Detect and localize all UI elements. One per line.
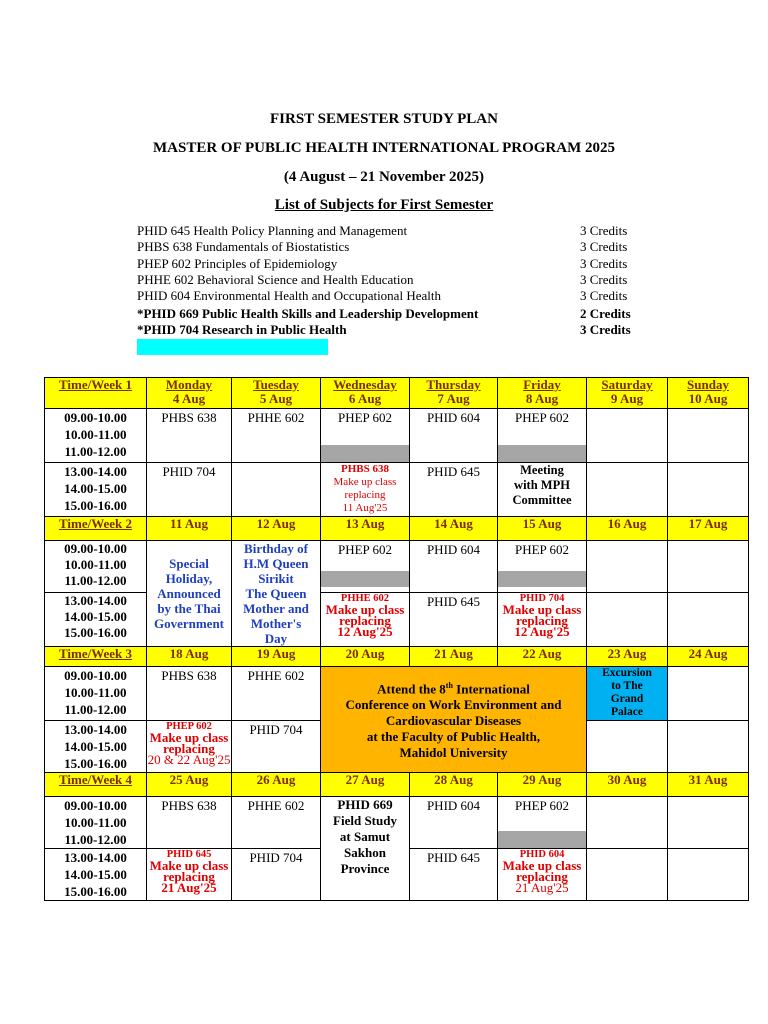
empty-cell xyxy=(668,721,749,773)
class-cell: PHID 604 xyxy=(410,409,498,463)
class-cell: PHHE 602 xyxy=(232,667,321,721)
blocked-slot xyxy=(321,571,409,587)
date-header: 26 Aug xyxy=(232,773,321,797)
empty-cell xyxy=(587,592,668,646)
date-header: 20 Aug xyxy=(321,647,410,667)
empty-cell xyxy=(668,797,749,849)
week-label: Time/Week 4 xyxy=(45,773,147,797)
class-cell: PHBS 638 xyxy=(147,667,232,721)
subject-credits: 3 Credits xyxy=(580,239,628,254)
class-cell: PHEP 602 xyxy=(498,797,587,849)
empty-cell xyxy=(232,463,321,517)
empty-cell xyxy=(668,463,749,517)
class-cell: PHEP 602 xyxy=(498,409,587,463)
day-header: Friday 8 Aug xyxy=(498,378,587,409)
program-title: MASTER OF PUBLIC HEALTH INTERNATIONAL PROGRAM 2025 xyxy=(153,140,615,156)
week-label: Time/Week 3 xyxy=(45,647,147,667)
date-header: 25 Aug xyxy=(147,773,232,797)
date-range: (4 August – 21 November 2025) xyxy=(283,169,485,185)
time-slots-am: 09.00-10.00 10.00-11.00 11.00-12.00 xyxy=(45,541,147,593)
time-slots-pm: 13.00-14.00 14.00-15.00 15.00-16.00 xyxy=(45,721,147,773)
date-header: 19 Aug xyxy=(232,647,321,667)
time-slots-am: 09.00-10.00 10.00-11.00 11.00-12.00 xyxy=(45,797,147,849)
makeup-cell: PHID 704 Make up class replacing 12 Aug'25 xyxy=(498,592,587,646)
table-row xyxy=(45,667,749,721)
empty-cell xyxy=(668,409,749,463)
empty-cell xyxy=(587,797,668,849)
date-header: 18 Aug xyxy=(147,647,232,667)
date-header: 27 Aug xyxy=(321,773,410,797)
date-header: 23 Aug xyxy=(587,647,668,667)
subjects-heading: List of Subjects for First Semester xyxy=(274,197,494,213)
date-header: 28 Aug xyxy=(410,773,498,797)
date-header: 14 Aug xyxy=(410,517,498,541)
makeup-cell: PHID 604 Make up class replacing 21 Aug'25 xyxy=(498,849,587,901)
subject-name: PHHE 602 Behavioral Science and Health Education xyxy=(137,272,414,287)
class-cell: PHEP 602 xyxy=(498,541,587,593)
date-header: 30 Aug xyxy=(587,773,668,797)
subject-name: *PHID 704 Research in Public Health xyxy=(137,322,347,337)
schedule-table xyxy=(44,377,749,901)
empty-cell xyxy=(668,592,749,646)
subject-name: PHBS 638 Fundamentals of Biostatistics xyxy=(137,239,350,254)
class-cell: PHID 704 xyxy=(232,849,321,901)
table-row xyxy=(45,797,749,849)
table-row xyxy=(45,463,749,517)
class-cell: PHBS 638 xyxy=(147,797,232,849)
class-cell: PHID 645 xyxy=(410,849,498,901)
week-label: Time/Week 2 xyxy=(45,517,147,541)
meeting-cell: Meeting with MPH Committee xyxy=(498,463,587,517)
empty-cell xyxy=(668,541,749,593)
subject-name: PHEP 602 Principles of Epidemiology xyxy=(137,256,338,271)
subject-credits: 3 Credits xyxy=(580,223,628,238)
empty-cell xyxy=(587,721,668,773)
conference-cell: Attend the 8th International Conference on Work Environment and Cardiovascular Diseases at the Faculty of Public Health, Mahidol University xyxy=(321,667,587,773)
class-cell: PHEP 602 xyxy=(321,409,410,463)
class-cell: PHEP 602 xyxy=(321,541,410,593)
day-header: Sunday 10 Aug xyxy=(668,378,749,409)
week-header xyxy=(45,378,749,409)
date-header: 29 Aug xyxy=(498,773,587,797)
date-header: 31 Aug xyxy=(668,773,749,797)
holiday-cell: Birthday of H.M Queen Sirikit The Queen Mother and Mother's Day xyxy=(232,541,321,647)
class-cell: PHHE 602 xyxy=(232,409,321,463)
field-study-cell: PHID 669 Field Study at Samut Sakhon Province xyxy=(321,797,410,901)
empty-cell xyxy=(587,463,668,517)
blocked-slot xyxy=(498,831,586,848)
subject-name: PHID 604 Environmental Health and Occupational Health xyxy=(137,288,441,303)
week-label: Time/Week 1 xyxy=(45,378,147,409)
makeup-cell: PHHE 602 Make up class replacing 12 Aug'25 xyxy=(321,592,410,646)
class-cell: PHHE 602 xyxy=(232,797,321,849)
day-header: Saturday 9 Aug xyxy=(587,378,668,409)
week-header xyxy=(45,517,749,541)
subject-name: *PHID 669 Public Health Skills and Leadership Development xyxy=(137,306,479,321)
makeup-cell: PHBS 638 Make up class replacing 11 Aug'25 xyxy=(321,463,410,517)
excursion-cell: Excursion to The Grand Palace xyxy=(587,667,668,721)
class-cell: PHID 604 xyxy=(410,797,498,849)
blocked-slot xyxy=(498,571,586,587)
date-header: 15 Aug xyxy=(498,517,587,541)
class-cell: PHID 604 xyxy=(410,541,498,593)
blocked-slot xyxy=(498,445,586,462)
empty-cell xyxy=(587,849,668,901)
time-slots-pm: 13.00-14.00 14.00-15.00 15.00-16.00 xyxy=(45,849,147,901)
week-header xyxy=(45,647,749,667)
empty-cell xyxy=(587,541,668,593)
subject-credits: 3 Credits xyxy=(580,256,628,271)
class-cell: PHID 645 xyxy=(410,592,498,646)
date-header: 12 Aug xyxy=(232,517,321,541)
subject-credits: 3 Credits xyxy=(580,322,631,337)
table-row xyxy=(45,541,749,593)
class-cell: PHID 704 xyxy=(147,463,232,517)
week-header xyxy=(45,773,749,797)
class-cell: PHID 645 xyxy=(410,463,498,517)
doc-title: FIRST SEMESTER STUDY PLAN xyxy=(270,111,498,127)
date-header: 17 Aug xyxy=(668,517,749,541)
empty-cell xyxy=(668,667,749,721)
makeup-cell: PHID 645 Make up class replacing 21 Aug'25 xyxy=(147,849,232,901)
date-header: 11 Aug xyxy=(147,517,232,541)
day-header: Wednesday 6 Aug xyxy=(321,378,410,409)
subject-name: PHID 645 Health Policy Planning and Management xyxy=(137,223,408,238)
empty-cell xyxy=(668,849,749,901)
highlight-bar xyxy=(137,339,328,355)
class-cell: PHID 704 xyxy=(232,721,321,773)
subject-credits: 2 Credits xyxy=(580,306,631,321)
date-header: 21 Aug xyxy=(410,647,498,667)
table-row xyxy=(45,409,749,463)
time-slots-am: 09.00-10.00 10.00-11.00 11.00-12.00 xyxy=(45,667,147,721)
blocked-slot xyxy=(321,445,409,462)
subject-credits: 3 Credits xyxy=(580,272,628,287)
makeup-cell: PHEP 602 Make up class replacing 20 & 22 Aug'25 xyxy=(147,721,232,773)
empty-cell xyxy=(587,409,668,463)
date-header: 16 Aug xyxy=(587,517,668,541)
class-cell: PHBS 638 xyxy=(147,409,232,463)
date-header: 24 Aug xyxy=(668,647,749,667)
time-slots-am: 09.00-10.00 10.00-11.00 11.00-12.00 xyxy=(45,409,147,463)
day-header: Tuesday 5 Aug xyxy=(232,378,321,409)
date-header: 13 Aug xyxy=(321,517,410,541)
day-header: Thursday 7 Aug xyxy=(410,378,498,409)
time-slots-pm: 13.00-14.00 14.00-15.00 15.00-16.00 xyxy=(45,463,147,517)
time-slots-pm: 13.00-14.00 14.00-15.00 15.00-16.00 xyxy=(45,592,147,646)
date-header: 22 Aug xyxy=(498,647,587,667)
subject-credits: 3 Credits xyxy=(580,288,628,303)
day-header: Monday 4 Aug xyxy=(147,378,232,409)
holiday-cell: Special Holiday, Announced by the Thai Government xyxy=(147,541,232,647)
